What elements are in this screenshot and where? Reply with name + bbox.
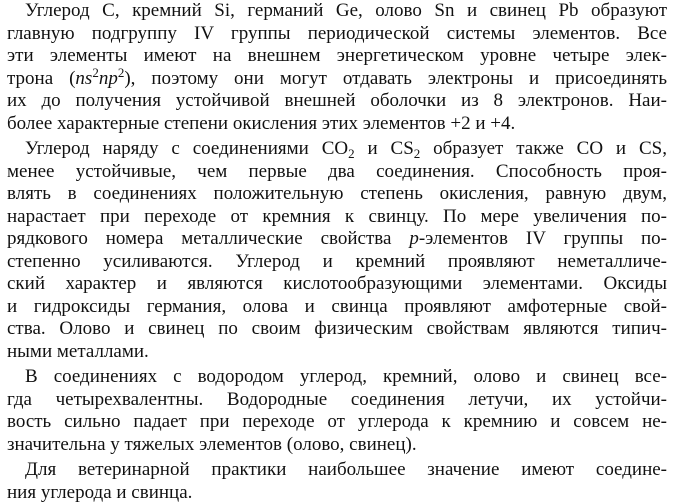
superscript: 2 [118,65,125,80]
text-segment: Для ветеринарной практики наибольшее значение имеют соедине- [25,459,667,480]
text-segment: Углерод наряду с соединениями CO [25,138,348,159]
text-line [7,138,667,161]
paragraph-2 [7,138,667,363]
text-segment: -элементов IV группы по- [419,228,667,249]
text-segment: ными металлами. [7,341,149,362]
paragraph-3 [7,366,667,456]
text-segment: вость сильно падает при переходе от углерода к кремнию и совсем не- [7,411,667,432]
italic-text: ns [75,68,92,89]
text-line [7,206,667,229]
text-line [7,228,667,251]
text-line [7,68,667,91]
text-line [7,90,667,113]
text-segment: эти элементы имеют на внешнем энергетическом уровне четыре элек- [7,45,667,66]
subscript: 2 [414,146,421,161]
text-line [7,341,667,364]
text-segment: влять в соединениях положительную степень окисления, равную двум, [7,183,667,204]
text-segment: ), поэтому они могут отдавать электроны и присоединять [124,68,667,89]
text-segment: главную подгруппу IV группы периодической системы элементов. Все [7,23,667,44]
text-line [7,183,667,206]
text-line [7,411,667,434]
text-segment: образует также CO и CS, [420,138,667,159]
text-segment: степенно усиливаются. Углерод и кремний проявляют неметалличе- [7,251,667,272]
text-line [7,23,667,46]
paragraph-1 [7,0,667,135]
text-line [7,113,667,136]
text-segment: более характерные степени окисления этих элементов +2 и +4. [7,113,515,134]
text-segment: нарастает при переходе от кремния к свинцу. По мере увеличения по- [7,206,667,227]
text-segment: ства. Олово и свинец по своим физическим свойствам являются типич- [7,318,667,339]
italic-text: p [409,228,419,249]
text-line [7,161,667,184]
text-segment: значительна у тяжелых элементов (олово, свинец). [7,434,417,455]
text-line [7,434,667,457]
text-line [7,482,667,504]
text-segment: менее устойчивые, чем первые два соединения. Способность проя- [7,161,667,182]
text-segment: В соединениях с водородом углерод, кремний, олово и свинец все- [25,366,667,387]
text-line [7,389,667,412]
paragraph-4 [7,459,667,504]
text-line [7,45,667,68]
text-segment: их до получения устойчивой внешней оболочки из 8 электронов. Наи- [7,90,667,111]
subscript: 2 [348,146,355,161]
text-line [7,273,667,296]
text-segment: гда четырехвалентны. Водородные соединения летучи, их устойчи- [7,389,667,410]
text-line [7,0,667,23]
text-line [7,459,667,482]
text-line [7,318,667,341]
text-segment: рядкового номера металлические свойства [7,228,409,249]
italic-text: np [99,68,118,89]
text-line [7,366,667,389]
text-segment: Углерод С, кремний Si, германий Ge, олово Sn и свинец Pb образуют [25,0,667,21]
text-segment: и CS [355,138,414,159]
text-segment: трона ( [7,68,75,89]
superscript: 2 [92,65,99,80]
text-line [7,251,667,274]
text-line [7,296,667,319]
text-segment: ский характер и являются кислотообразующими элементами. Оксиды [7,273,667,294]
text-segment: и гидроксиды германия, олова и свинца проявляют амфотерные свой- [7,296,667,317]
text-segment: ния углерода и свинца. [7,482,192,503]
